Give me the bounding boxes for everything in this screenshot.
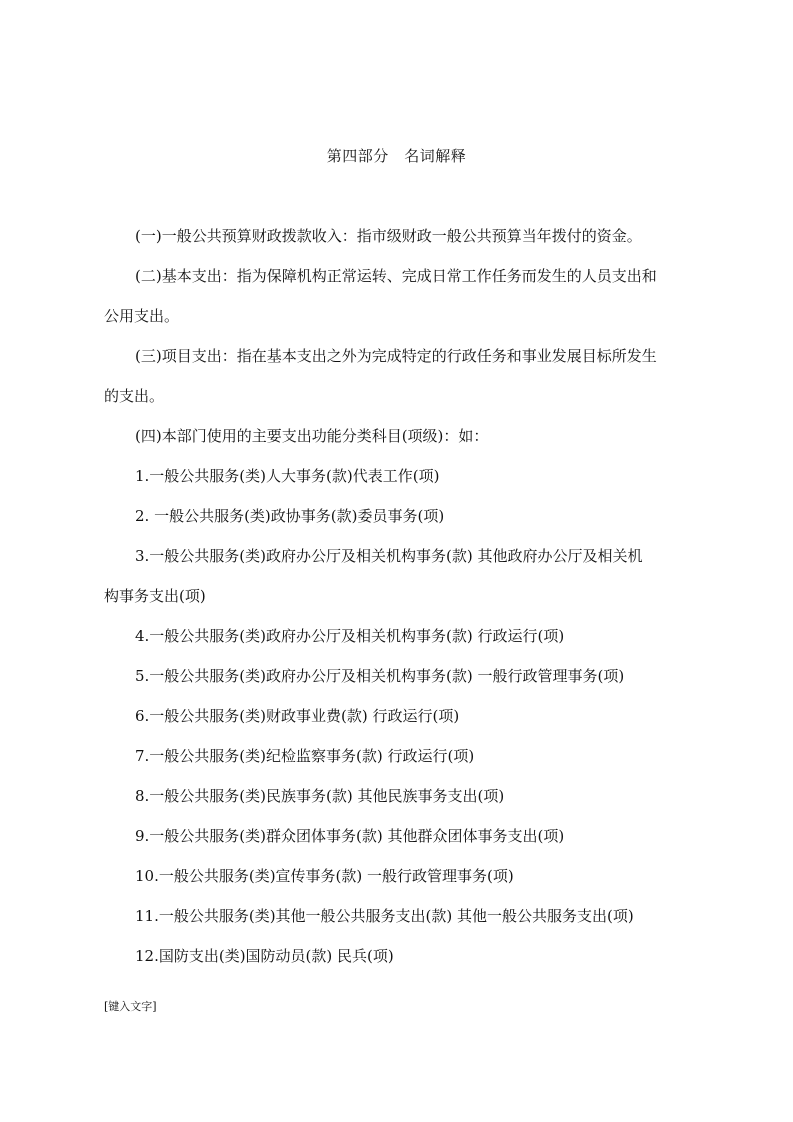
- paragraph-line: (一)一般公共预算财政拨款收入：指市级财政一般公共预算当年拨付的资金。: [135, 227, 642, 245]
- list-item: 9.一般公共服务(类)群众团体事务(款) 其他群众团体事务支出(项): [135, 827, 565, 845]
- list-item: 1.一般公共服务(类)人大事务(款)代表工作(项): [135, 467, 440, 485]
- list-item: 7.一般公共服务(类)纪检监察事务(款) 行政运行(项): [135, 747, 475, 765]
- paragraph-line: (二)基本支出：指为保障机构正常运转、完成日常工作任务而发生的人员支出和: [135, 267, 657, 285]
- list-item: 11.一般公共服务(类)其他一般公共服务支出(款) 其他一般公共服务支出(项): [135, 907, 634, 925]
- paragraph-line: (三)项目支出：指在基本支出之外为完成特定的行政任务和事业发展目标所发生: [135, 347, 657, 365]
- list-item-continuation: 构事务支出(项): [104, 587, 206, 605]
- list-item: 12.国防支出(类)国防动员(款) 民兵(项): [135, 947, 394, 965]
- list-item: 3.一般公共服务(类)政府办公厅及相关机构事务(款) 其他政府办公厅及相关机: [135, 547, 643, 565]
- section-title: 第四部分 名词解释: [326, 147, 467, 165]
- list-item: 2. 一般公共服务(类)政协事务(款)委员事务(项): [135, 507, 445, 525]
- list-item: 8.一般公共服务(类)民族事务(款) 其他民族事务支出(项): [135, 787, 505, 805]
- paragraph-line: 公用支出。: [104, 307, 180, 325]
- footer-placeholder: [键入文字]: [104, 1000, 157, 1013]
- list-item: 5.一般公共服务(类)政府办公厅及相关机构事务(款) 一般行政管理事务(项): [135, 667, 625, 685]
- paragraph-line: (四)本部门使用的主要支出功能分类科目(项级)：如：: [135, 427, 489, 445]
- list-item: 6.一般公共服务(类)财政事业费(款) 行政运行(项): [135, 707, 460, 725]
- paragraph-line: 的支出。: [104, 387, 165, 405]
- list-item: 4.一般公共服务(类)政府办公厅及相关机构事务(款) 行政运行(项): [135, 627, 565, 645]
- list-item: 10.一般公共服务(类)宣传事务(款) 一般行政管理事务(项): [135, 867, 514, 885]
